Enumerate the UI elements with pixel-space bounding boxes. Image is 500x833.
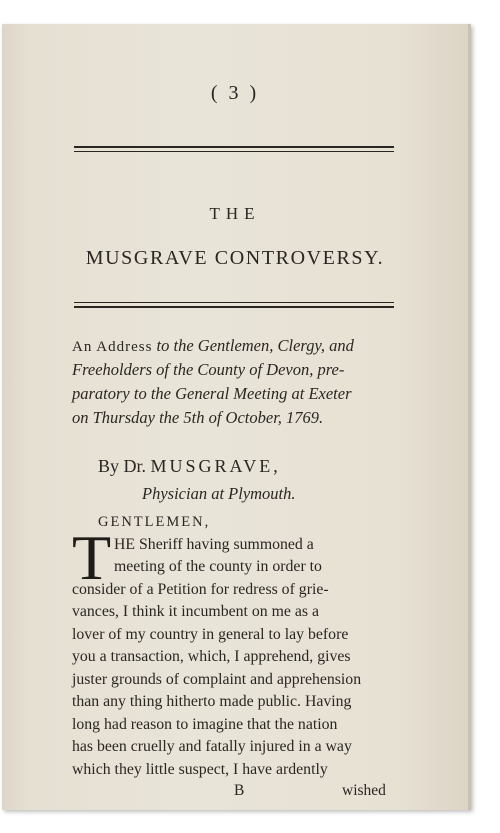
body-line: vances, I think it incumbent on me as a <box>72 603 319 620</box>
address-line-3: paratory to the General Meeting at Exeter <box>72 384 352 403</box>
page-number: ( 3 ) <box>210 82 260 104</box>
address-line-1-rest: to the Gentlemen, Clergy, and <box>152 336 354 355</box>
author-line <box>98 456 281 477</box>
address-line-4: on Thursday the 5th of October, 1769. <box>72 408 324 427</box>
body-line: which they little suspect, I have ardently <box>72 761 328 778</box>
top-rule-lower <box>74 151 394 152</box>
body-line: lover of my country in general to lay before <box>72 626 349 643</box>
mid-rule-upper <box>74 302 394 303</box>
body-line: you a transaction, which, I apprehend, gives <box>72 648 351 665</box>
top-rule-upper <box>74 146 394 148</box>
address-smallcaps: An Address <box>72 339 153 355</box>
body-line: HE Sheriff having summoned a <box>114 536 314 553</box>
author-prefix: By Dr. <box>98 456 151 476</box>
body-line: juster grounds of complaint and apprehension <box>72 671 362 688</box>
address-line-1 <box>72 334 354 359</box>
body-line: meeting of the county in order to <box>114 558 322 575</box>
author-title: Physician at Plymouth. <box>142 484 296 503</box>
body-line: long had reason to imagine that the nation <box>72 716 338 733</box>
body-line: consider of a Petition for redress of grie- <box>72 581 329 598</box>
body-line: than any thing hitherto made public. Having <box>72 693 352 710</box>
heading-the: THE <box>209 204 261 223</box>
page-title: MUSGRAVE CONTROVERSY. <box>85 247 385 269</box>
drop-cap: T <box>72 522 112 593</box>
book-page <box>2 24 471 810</box>
body-line: has been cruelly and fatally injured in a way <box>72 738 352 755</box>
catchword: wished <box>342 782 386 799</box>
address-line-2: Freeholders of the County of Devon, pre- <box>72 360 345 379</box>
mid-rule-lower <box>74 306 394 308</box>
signature-mark: B <box>234 782 245 799</box>
salutation: GENTLEMEN, <box>98 514 211 530</box>
author-name: MUSGRAVE, <box>150 456 281 476</box>
